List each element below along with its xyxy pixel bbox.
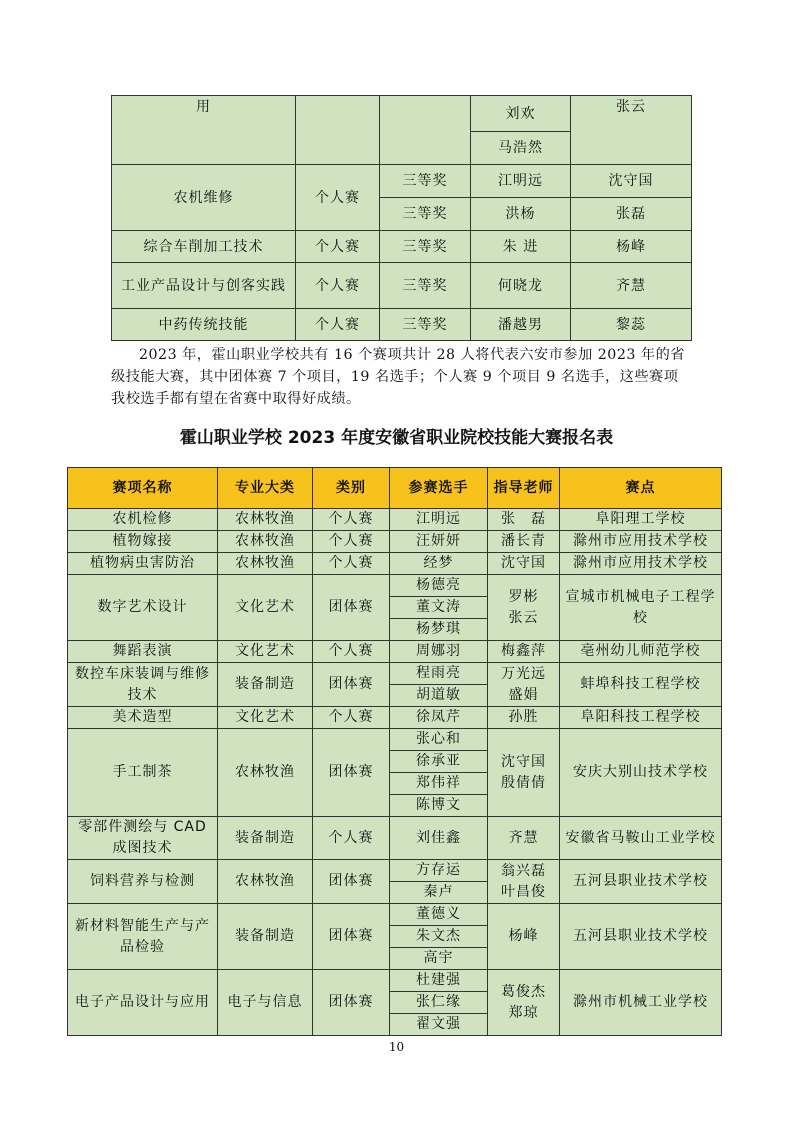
- student-cell: 刘佳鑫: [390, 817, 488, 860]
- student-cell: 翟文强: [390, 1014, 488, 1036]
- header-row: [68, 468, 722, 509]
- category-cell: 农林牧渔: [218, 509, 313, 531]
- type-cell: [296, 96, 380, 165]
- event-cell: 电子产品设计与应用: [68, 970, 218, 1036]
- venue-cell: 阜阳科技工程学校: [560, 707, 722, 729]
- award-cell: 三等奖: [380, 198, 471, 231]
- award-cell: [380, 96, 471, 165]
- student-cell: 程雨亮: [390, 663, 488, 685]
- venue-cell: 安徽省马鞍山工业学校: [560, 817, 722, 860]
- table-row: [68, 531, 722, 553]
- teacher-cell: 齐慧: [571, 263, 692, 309]
- table-title: 霍山职业学校 2023 年度安徽省职业院校技能大赛报名表: [179, 428, 614, 448]
- venue-cell: 安庆大别山技术学校: [560, 729, 722, 817]
- type-cell: 个人赛: [296, 263, 380, 309]
- venue-cell: 蚌埠科技工程学校: [560, 663, 722, 707]
- student-cell: 何晓龙: [471, 263, 571, 309]
- teacher-cell: 葛俊杰 郑琼: [488, 970, 560, 1036]
- header-cell: 赛项名称: [68, 468, 218, 509]
- table-row: [68, 663, 722, 685]
- table-row: [68, 509, 722, 531]
- student-cell: 张心和: [390, 729, 488, 751]
- event-cell: 植物嫁接: [68, 531, 218, 553]
- event-cell: 工业产品设计与创客实践: [112, 263, 296, 309]
- category-cell: 文化艺术: [218, 575, 313, 641]
- event-cell: 舞蹈表演: [68, 641, 218, 663]
- student-cell: 朱文杰: [390, 926, 488, 948]
- category-cell: 农林牧渔: [218, 553, 313, 575]
- event-cell: 零部件测绘与 CAD 成图技术: [68, 817, 218, 860]
- event-cell: 美术造型: [68, 707, 218, 729]
- event-cell: 数控车床装调与维修技术: [68, 663, 218, 707]
- summary-paragraph: 2023 年，霍山职业学校共有 16 个赛项共计 28 人将代表六安市参加 2023 年的省级技能大赛，其中团体赛 7 个项目，19 名选手；个人赛 9 个项目 9 名选手，这些赛项我校选手都有望在省赛中取得好成绩。: [111, 347, 685, 407]
- event-cell: 数字艺术设计: [68, 575, 218, 641]
- category-cell: 农林牧渔: [218, 729, 313, 817]
- venue-cell: 阜阳理工学校: [560, 509, 722, 531]
- student-cell: 郑伟祥: [390, 773, 488, 795]
- teacher-cell: 沈守国: [571, 165, 692, 198]
- type-cell: 团体赛: [313, 970, 390, 1036]
- teacher-cell: 梅鑫萍: [488, 641, 560, 663]
- student-cell: 杨梦琪: [390, 619, 488, 641]
- teacher-cell: 张磊: [571, 198, 692, 231]
- type-cell: 个人赛: [313, 707, 390, 729]
- type-cell: 团体赛: [313, 575, 390, 641]
- registration-table: [67, 467, 722, 1036]
- award-cell: 三等奖: [380, 263, 471, 309]
- event-cell: 综合车削加工技术: [112, 231, 296, 263]
- teacher-cell: 张 磊: [488, 509, 560, 531]
- category-cell: 文化艺术: [218, 641, 313, 663]
- awards-table: [111, 95, 692, 341]
- event-cell: 植物病虫害防治: [68, 553, 218, 575]
- venue-cell: 滁州市应用技术学校: [560, 531, 722, 553]
- header-cell: 专业大类: [218, 468, 313, 509]
- type-cell: 个人赛: [313, 509, 390, 531]
- student-cell: 杜建强: [390, 970, 488, 992]
- category-cell: 装备制造: [218, 663, 313, 707]
- award-cell: 三等奖: [380, 309, 471, 341]
- venue-cell: 宣城市机械电子工程学校: [560, 575, 722, 641]
- event-cell: 手工制茶: [68, 729, 218, 817]
- student-cell: 秦卢: [390, 882, 488, 904]
- student-cell: 洪杨: [471, 198, 571, 231]
- type-cell: 个人赛: [313, 553, 390, 575]
- type-cell: 团体赛: [313, 860, 390, 904]
- student-cell: 朱 进: [471, 231, 571, 263]
- category-cell: 装备制造: [218, 904, 313, 970]
- header-cell: 指导老师: [488, 468, 560, 509]
- page-number: 10: [388, 1040, 405, 1054]
- type-cell: 个人赛: [313, 817, 390, 860]
- table-row: [68, 970, 722, 992]
- student-cell: 徐承亚: [390, 751, 488, 773]
- category-cell: 电子与信息: [218, 970, 313, 1036]
- venue-cell: 五河县职业技术学校: [560, 904, 722, 970]
- category-cell: 农林牧渔: [218, 531, 313, 553]
- student-cell: 高宇: [390, 948, 488, 970]
- type-cell: 个人赛: [296, 309, 380, 341]
- student-cell: 经梦: [390, 553, 488, 575]
- table-row: [68, 553, 722, 575]
- student-cell: 方存运: [390, 860, 488, 882]
- header-cell: 赛点: [560, 468, 722, 509]
- event-cell: 中药传统技能: [112, 309, 296, 341]
- type-cell: 团体赛: [313, 729, 390, 817]
- student-cell: 胡道敏: [390, 685, 488, 707]
- table-row: [68, 707, 722, 729]
- header-cell: 类别: [313, 468, 390, 509]
- category-cell: 文化艺术: [218, 707, 313, 729]
- type-cell: 个人赛: [313, 531, 390, 553]
- venue-cell: 滁州市机械工业学校: [560, 970, 722, 1036]
- event-cell: 用: [112, 96, 296, 165]
- teacher-cell: 孙胜: [488, 707, 560, 729]
- type-cell: 团体赛: [313, 904, 390, 970]
- table-row: [68, 860, 722, 882]
- table-row: [68, 575, 722, 597]
- teacher-cell: 沈守国: [488, 553, 560, 575]
- teacher-cell: 罗彬 张云: [488, 575, 560, 641]
- student-cell: 董德义: [390, 904, 488, 926]
- student-cell: 潘越男: [471, 309, 571, 341]
- student-cell: 陈博文: [390, 795, 488, 817]
- student-cell: 张仁缘: [390, 992, 488, 1014]
- category-cell: 装备制造: [218, 817, 313, 860]
- registration-body: [68, 509, 722, 1036]
- venue-cell: 滁州市应用技术学校: [560, 553, 722, 575]
- table-row: [68, 817, 722, 860]
- category-cell: 农林牧渔: [218, 860, 313, 904]
- teacher-cell: 翁兴磊 叶昌俊: [488, 860, 560, 904]
- venue-cell: 亳州幼儿师范学校: [560, 641, 722, 663]
- table-row: [68, 641, 722, 663]
- type-cell: 团体赛: [313, 663, 390, 707]
- student-cell: 江明远: [471, 165, 571, 198]
- teacher-cell: 张云: [571, 96, 692, 165]
- table-row: [68, 729, 722, 751]
- student-cell: 杨德亮: [390, 575, 488, 597]
- student-cell: 刘欢: [471, 96, 571, 132]
- student-cell: 董文涛: [390, 597, 488, 619]
- teacher-cell: 黎蕊: [571, 309, 692, 341]
- header-cell: 参赛选手: [390, 468, 488, 509]
- type-cell: 个人赛: [296, 165, 380, 231]
- student-cell: 周娜羽: [390, 641, 488, 663]
- venue-cell: 五河县职业技术学校: [560, 860, 722, 904]
- award-cell: 三等奖: [380, 165, 471, 198]
- teacher-cell: 杨峰: [488, 904, 560, 970]
- teacher-cell: 沈守国 殷倩倩: [488, 729, 560, 817]
- event-cell: 新材料智能生产与产品检验: [68, 904, 218, 970]
- student-cell: 徐凤芹: [390, 707, 488, 729]
- teacher-cell: 齐慧: [488, 817, 560, 860]
- student-cell: 江明远: [390, 509, 488, 531]
- type-cell: 个人赛: [313, 641, 390, 663]
- student-cell: 汪妍妍: [390, 531, 488, 553]
- event-cell: 农机检修: [68, 509, 218, 531]
- event-cell: 农机维修: [112, 165, 296, 231]
- table-row: [68, 904, 722, 926]
- teacher-cell: 万光远 盛娟: [488, 663, 560, 707]
- award-cell: 三等奖: [380, 231, 471, 263]
- teacher-cell: 潘长青: [488, 531, 560, 553]
- event-cell: 饲料营养与检测: [68, 860, 218, 904]
- student-cell: 马浩然: [471, 132, 571, 165]
- teacher-cell: 杨峰: [571, 231, 692, 263]
- type-cell: 个人赛: [296, 231, 380, 263]
